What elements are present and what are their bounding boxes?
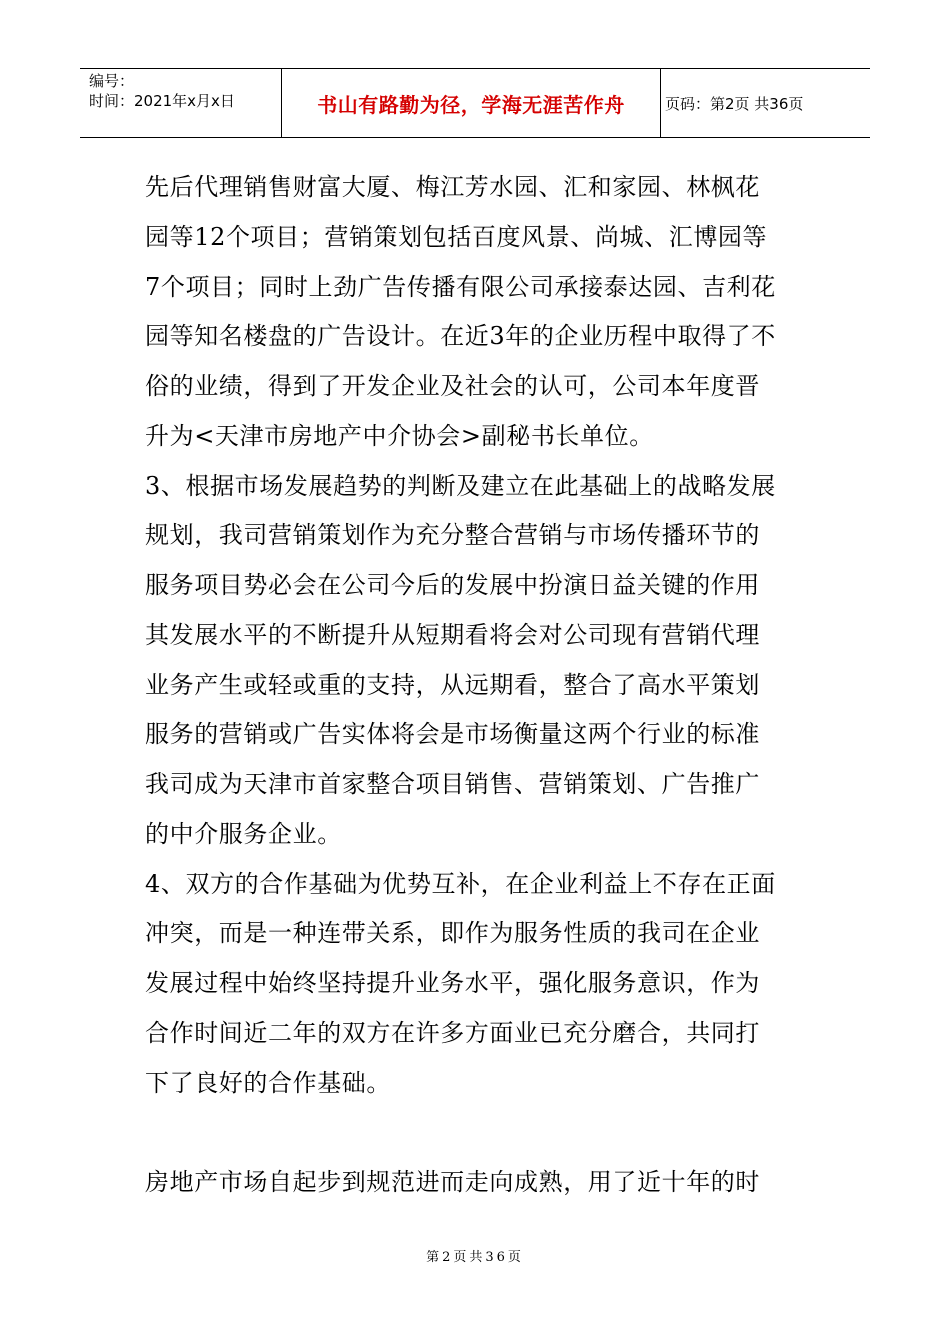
body-line: 园等知名楼盘的广告设计。在近3年的企业历程中取得了不 <box>145 322 776 351</box>
body-line: 冲突，而是一种连带关系，即作为服务性质的我司在企业 <box>145 919 760 948</box>
body-line: 规划，我司营销策划作为充分整合营销与市场传播环节的 <box>145 521 760 550</box>
body-line: 先后代理销售财富大厦、梅江芳水园、汇和家园、林枫花 <box>145 173 760 201</box>
page-header <box>80 68 870 138</box>
header-motto: 书山有路勤为径，学海无涯苦作舟 <box>317 92 625 117</box>
body-line: 服务项目势必会在公司今后的发展中扮演日益关键的作用 <box>145 571 760 599</box>
body-line: 业务产生或轻或重的支持，从远期看，整合了高水平策划 <box>145 670 760 699</box>
body-line: 发展过程中始终坚持提升业务水平，强化服务意识，作为 <box>145 969 760 997</box>
document-body <box>145 163 815 1208</box>
body-line: 的中介服务企业。 <box>145 819 342 848</box>
header-motto-cell <box>282 69 661 137</box>
body-line: 下了良好的合作基础。 <box>145 1068 391 1097</box>
body-line: 4、双方的合作基础为优势互补，在企业利益上不存在正面 <box>145 869 776 898</box>
body-line: 俗的业绩，得到了开发企业及社会的认可，公司本年度晋 <box>145 372 760 400</box>
body-line: 我司成为天津市首家整合项目销售、营销策划、广告推广 <box>145 770 760 798</box>
body-line: 合作时间近二年的双方在许多方面业已充分磨合，共同打 <box>145 1018 760 1047</box>
document-number-label: 编号： <box>89 72 135 90</box>
body-line: 3、根据市场发展趋势的判断及建立在此基础上的战略发展 <box>145 471 776 500</box>
body-line: 园等12个项目；营销策划包括百度风景、尚城、汇博园等 <box>145 222 768 251</box>
body-line: 升为<天津市房地产中介协会>副秘书长单位。 <box>145 421 654 450</box>
header-page-info: 页码：第2页 共36页 <box>665 94 804 113</box>
page-footer: 第2页共36页 <box>426 1250 524 1265</box>
body-line: 其发展水平的不断提升从短期看将会对公司现有营销代理 <box>145 620 760 649</box>
body-line: 7个项目；同时上劲广告传播有限公司承接泰达园、吉利花 <box>145 272 776 301</box>
body-line: 服务的营销或广告实体将会是市场衡量这两个行业的标准 <box>145 720 760 749</box>
document-date: 时间：2021年x月x日 <box>89 92 235 110</box>
header-meta <box>80 69 282 137</box>
body-line: 房地产市场自起步到规范进而走向成熟，用了近十年的时 <box>145 1168 760 1196</box>
blank-line <box>145 1108 815 1158</box>
